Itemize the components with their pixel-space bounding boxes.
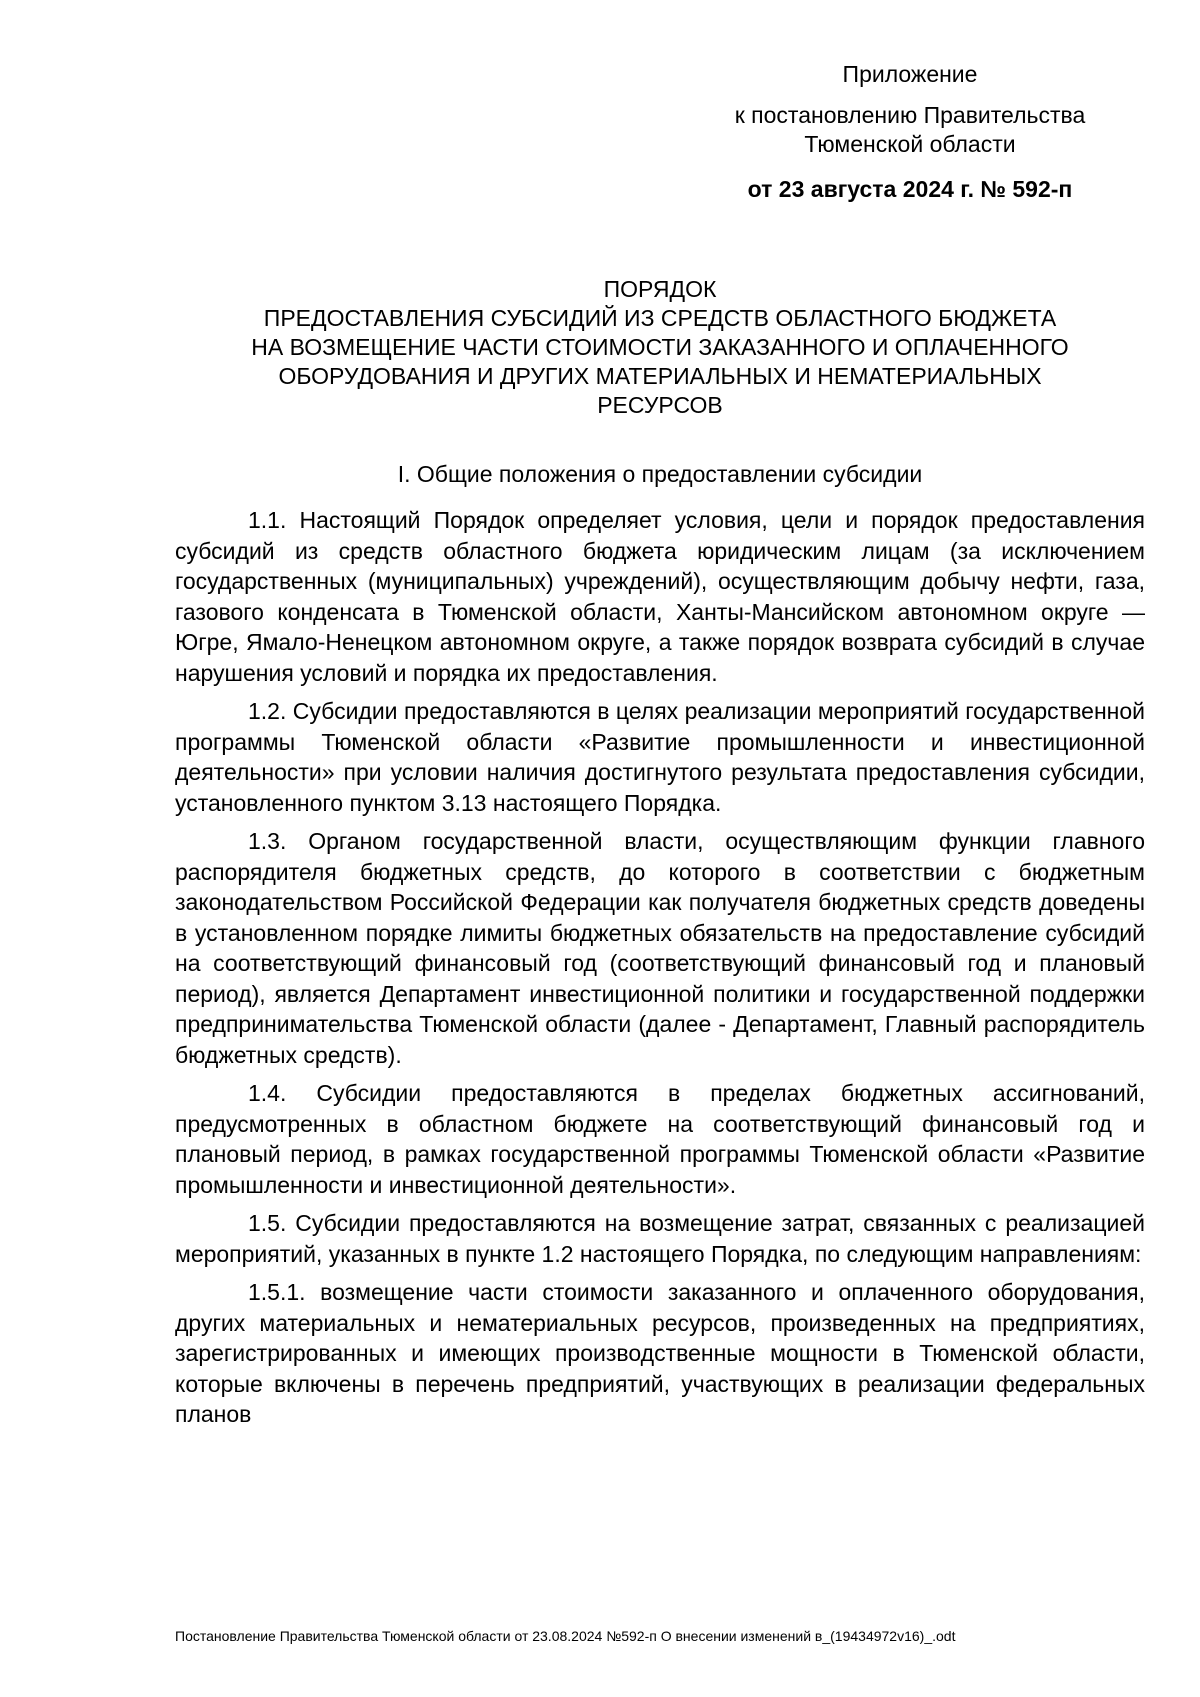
- page-footer: Постановление Правительства Тюменской области от 23.08.2024 №592-п О внесении изменений в_(19434972v16)_.odt: [175, 1628, 956, 1644]
- paragraph-1-5: 1.5. Субсидии предоставляются на возмещение затрат, связанных с реализацией мероприятий, указанных в пункте 1.2 настоящего Порядка, по следующим направлениям:: [175, 1210, 1145, 1267]
- section-heading: I. Общие положения о предоставлении субсидии: [397, 461, 923, 487]
- document-title-line: НА ВОЗМЕЩЕНИЕ ЧАСТИ СТОИМОСТИ ЗАКАЗАННОГО И ОПЛАЧЕННОГО: [251, 334, 1069, 360]
- paragraph-1-5-1: 1.5.1. возмещение части стоимости заказанного и оплаченного оборудования, других материальных и нематериальных ресурсов, произведенных на предприятиях, зарегистрированных и имеющих производственные мощности в Тюменской области, которые включены в перечень предприятий, участвующих в реализации федеральных планов: [175, 1279, 1145, 1427]
- paragraph-1-3: 1.3. Органом государственной власти, осуществляющим функции главного распорядителя бюджетных средств, до которого в соответствии с бюджетным законодательством Российской Федерации как получателя бюджетных средств доведены в установленном порядке лимиты бюджетных обязательств на предоставление субсидий на соответствующий финансовый год (соответствующий финансовый год и плановый период), является Департамент инвестиционной политики и государственной поддержки предпринимательства Тюменской области (далее - Департамент, Главный распорядитель бюджетных средств).: [175, 828, 1145, 1068]
- appendix-decree-line-2: Тюменской области: [804, 131, 1016, 157]
- document-title: [175, 275, 1145, 420]
- appendix-block: [700, 60, 1120, 204]
- document-title-line: РЕСУРСОВ: [597, 392, 723, 418]
- appendix-title: Приложение: [842, 61, 978, 87]
- body-text: [175, 505, 1145, 1438]
- appendix-date-line: от 23 августа 2024 г. № 592-п: [747, 176, 1073, 202]
- paragraph-1-2: 1.2. Субсидии предоставляются в целях реализации мероприятий государственной программы Тюменской области «Развитие промышленности и инвестиционной деятельности» при условии наличия достигнутого результата предоставления субсидии, установленного пунктом 3.13 настоящего Порядка.: [175, 698, 1145, 816]
- appendix-decree-line-1: к постановлению Правительства: [734, 102, 1086, 128]
- document-title-line: ПРЕДОСТАВЛЕНИЯ СУБСИДИЙ ИЗ СРЕДСТВ ОБЛАСТНОГО БЮДЖЕТА: [263, 305, 1057, 331]
- document-title-line: ПОРЯДОК: [603, 276, 717, 302]
- paragraph-1-4: 1.4. Субсидии предоставляются в пределах бюджетных ассигнований, предусмотренных в областном бюджете на соответствующий финансовый год и плановый период, в рамках государственной программы Тюменской области «Развитие промышленности и инвестиционной деятельности».: [175, 1080, 1145, 1198]
- document-title-line: ОБОРУДОВАНИЯ И ДРУГИХ МАТЕРИАЛЬНЫХ И НЕМАТЕРИАЛЬНЫХ: [278, 363, 1042, 389]
- paragraph-1-1: 1.1. Настоящий Порядок определяет условия, цели и порядок предоставления субсидий из средств областного бюджета юридическим лицам (за исключением государственных (муниципальных) учреждений), осуществляющим добычу нефти, газа, газового конденсата в Тюменской области, Ханты-Мансийском автономном округе — Югре, Ямало-Ненецком автономном округе, а также порядок возврата субсидий в случае нарушения условий и порядка их предоставления.: [175, 507, 1145, 686]
